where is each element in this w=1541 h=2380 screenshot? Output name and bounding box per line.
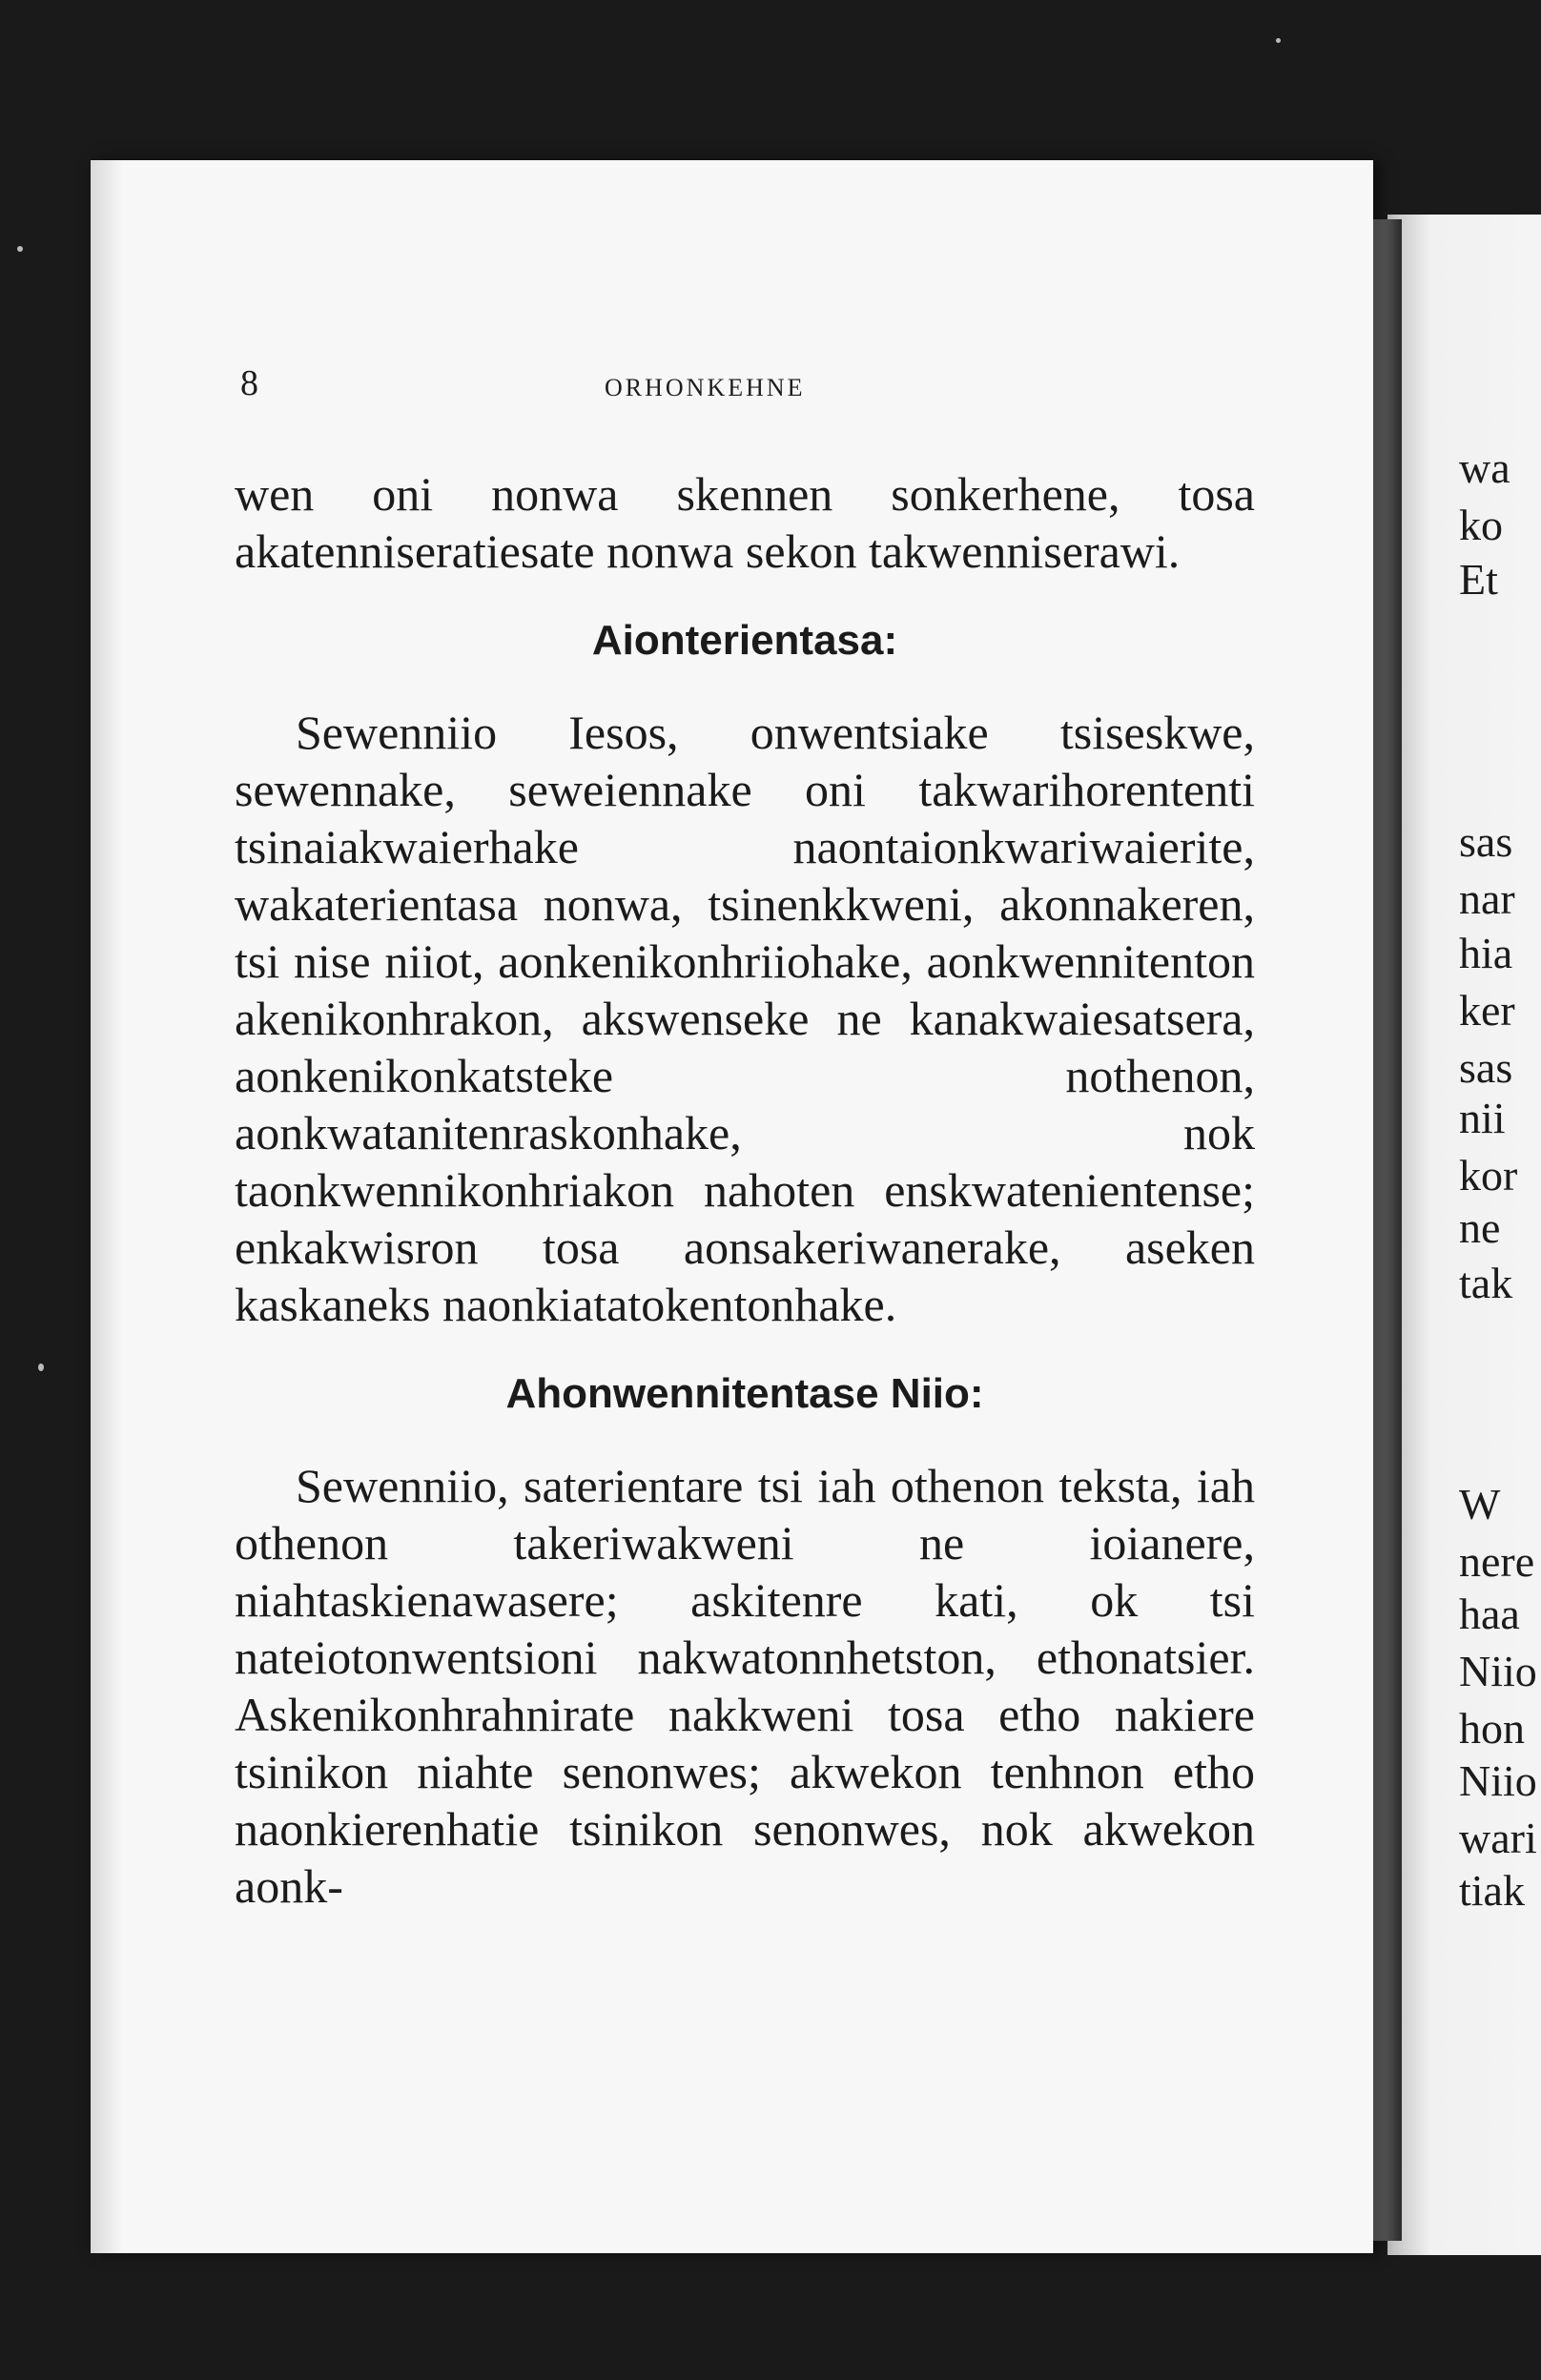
running-head: ORHONKEHNE [605,374,806,401]
facing-line: nii [1459,1094,1506,1142]
facing-line: Et [1459,555,1498,604]
dust-speck [17,246,23,252]
facing-line: wari [1459,1814,1537,1862]
prayer-paragraph-2: Sewenniio, saterientare tsi iah othenon teksta, iah othenon takeriwakweni ne ioianere, niahtaskienawasere; askitenre kati, ok tsi nateiotonwentsioni nakwatonnhetston, ethonatsier. Askenikonhrahnirate nakkweni tosa etho nakiere tsinikon niahte senonwes; akwekon tenhnon etho naonkierenhatie tsinikon senonwes, nok akwekon aonk- [235,1459,1255,1913]
facing-line: Niio [1459,1647,1537,1695]
section-heading-ahonwennitentase: Ahonwennitentase Niio: [505,1370,984,1417]
facing-line: wa [1459,443,1510,492]
facing-line: Niio [1459,1756,1537,1805]
facing-line: hia [1459,929,1513,977]
page-number: 8 [240,363,258,403]
facing-line: sas [1459,817,1513,866]
dust-speck [1276,38,1281,43]
facing-line: sas [1459,1043,1513,1092]
facing-line: haa [1459,1590,1520,1638]
section-heading-aionterientasa: Aionterientasa: [591,617,898,664]
page-body [235,465,1255,1915]
facing-line: ker [1459,986,1515,1035]
facing-line: nere [1459,1537,1535,1586]
facing-line: tiak [1459,1866,1525,1915]
dust-speck [38,1364,44,1371]
facing-line: tak [1459,1259,1513,1307]
facing-line: hon [1459,1704,1525,1753]
facing-line: ne [1459,1203,1501,1252]
facing-line: kor [1459,1151,1518,1200]
prayer-paragraph-1: Sewenniio Iesos, onwentsiake tsiseskwe, sewennake, seweiennake oni takwarihorententi tsinaiakwaierhake naontaionkwariwaierite, wakaterientasa nonwa, tsinenkkweni, akonnakeren, tsi nise niiot, aonkenikonhriiohake, aonkwennitenton akenikonhrakon, akswenseke ne kanakwaiesatsera, aonkenikonkatsteke nothenon, aonkwatanitenraskonhake, nok taonkwennikonhriakon nahoten enskwatenientense; enkakwisron tosa aonsakeriwanerake, aseken kaskaneks naonkiatatokentonhake. [235,706,1255,1331]
page-header [240,362,1251,410]
page-edge-shadow [91,160,123,2253]
facing-line: W [1459,1480,1501,1529]
facing-line: nar [1459,874,1515,923]
opening-paragraph: wen oni nonwa skennen sonkerhene, tosa akatenniseratiesate nonwa sekon takwenniserawi. [235,467,1255,578]
facing-line: ko [1459,501,1503,549]
